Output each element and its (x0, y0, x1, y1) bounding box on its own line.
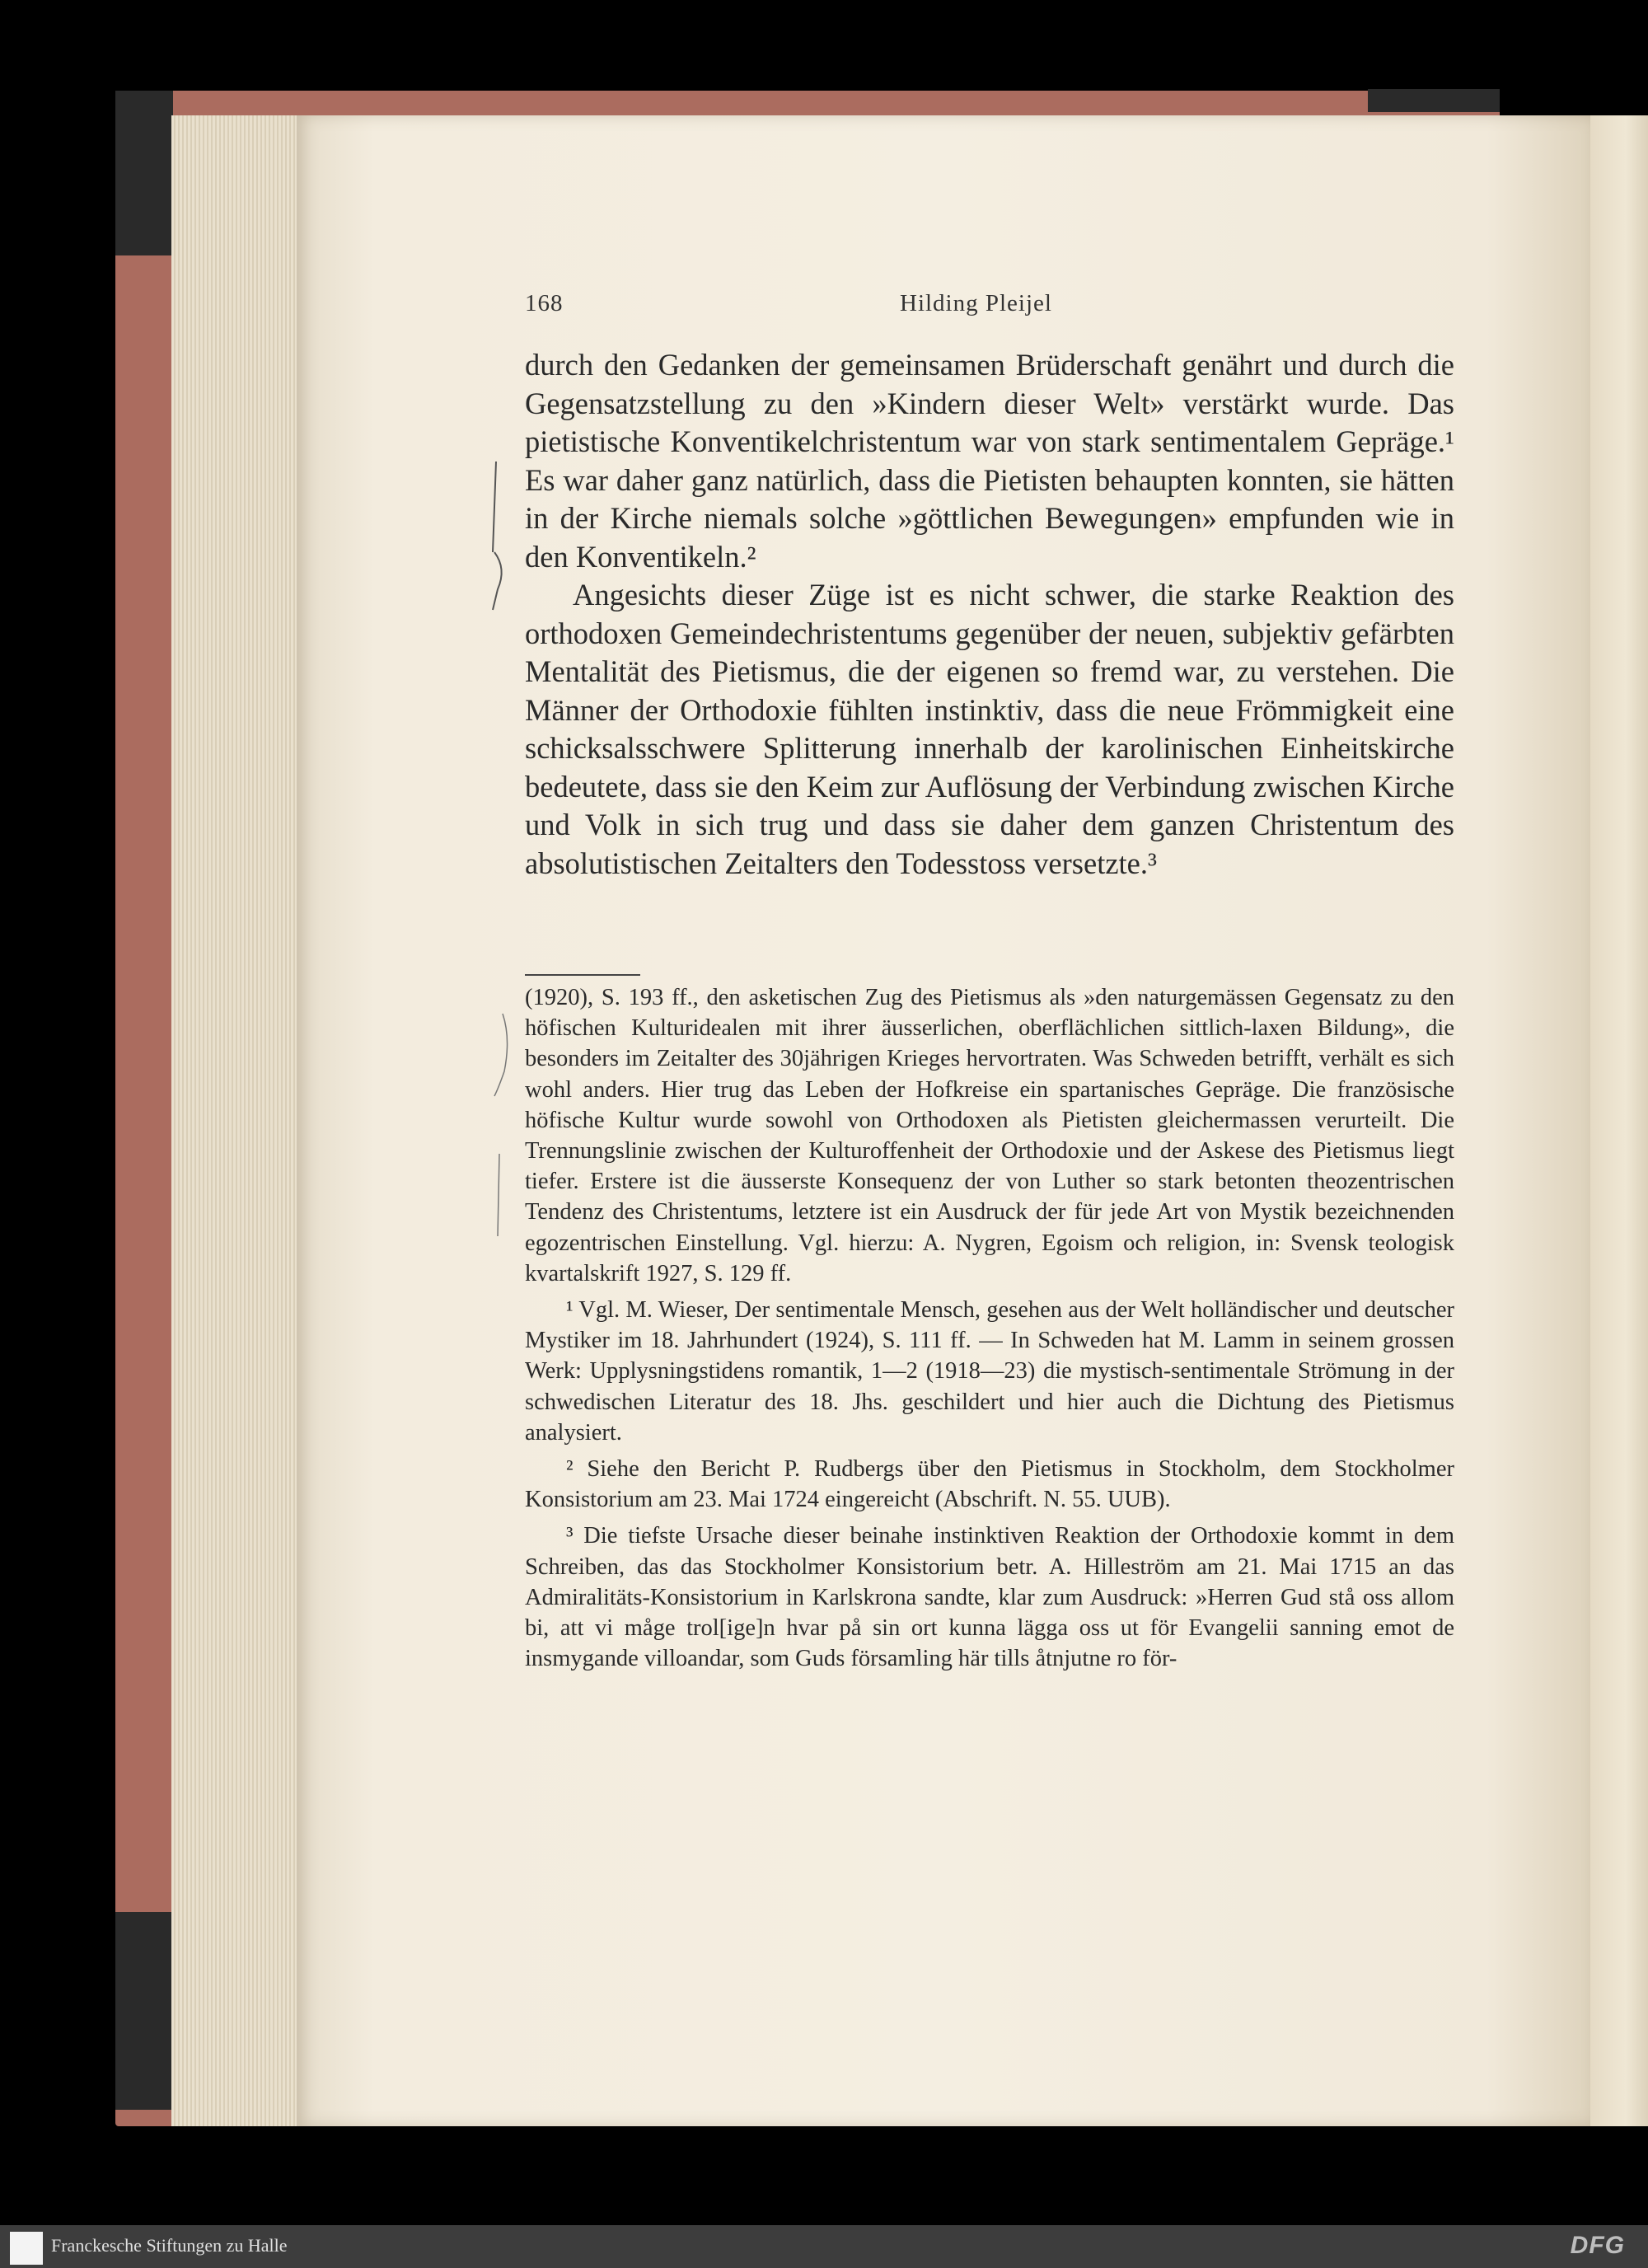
footnote-rule (525, 974, 640, 976)
paragraph: Angesichts dieser Züge ist es nicht schwer, die starke Reaktion des orthodoxen Gemeindechristentums gegenüber der neuen, subjektiv gefärbten Mentalität des Pietismus, die der eigenen so fremd war, zu verstehen. Die Männer der Orthodoxie fühlten instinktiv, dass die neue Frömmigkeit eine schicksalsschwere Splitterung innerhalb der karolinischen Einheitskirche bedeutete, dass sie den Keim zur Auflösung der Verbindung zwischen Kirche und Volk in sich trug und dass sie daher dem ganzen Christentum des absolutistischen Zeitalters den Todesstoss versetzte.³ (525, 578, 1454, 880)
pencil-marks (478, 445, 527, 1269)
footnote-3: ³ Die tiefste Ursache dieser beinahe instinktiven Reaktion der Orthodoxie kommt in dem Schreiben, das das Stockholmer Konsistorium betr. A. Hilleström am 21. Mai 1715 an das Admiralitäts-Konsistorium in Karlskrona sandte, klar zum Ausdruck: »Herren Gud stå oss allom bi, att vi måge trol[ige]n hvar på sin ort kunna lägga oss ut för Evangelii sanning emot de insmygande villoandar, som Guds församling här tills åtnjutne ro för- (525, 1523, 1454, 1672)
institution-logo-icon[interactable] (10, 2232, 43, 2265)
page-number: 168 (525, 290, 564, 316)
cover-top-strip (1368, 89, 1500, 112)
next-page-edge (1586, 115, 1648, 2126)
page-header (525, 290, 1456, 323)
footnote-1: ¹ Vgl. M. Wieser, Der sentimentale Mensch, gesehen aus der Welt holländischer und deutscher Mystiker im 18. Jahrhundert (1924), S. 111 ff. — In Schweden hat M. Lamm in seinem grossen Werk: Upplysningstidens romantik, 1—2 (1918—23) die mystisch-sentimentale Strömung in der schwedischen Literatur des 18. Jhs. geschildert und hier auch die Dichtung des Pietismus analysiert. (525, 1297, 1454, 1446)
page-edges (171, 115, 303, 2126)
cover-corner-bottom (115, 1912, 173, 2110)
main-text (525, 346, 1454, 883)
institution-name[interactable]: Franckesche Stiftungen zu Halle (51, 2235, 288, 2256)
viewer-footer (0, 2225, 1648, 2268)
footnotes (525, 982, 1454, 1680)
dfg-logo[interactable]: DFG (1570, 2232, 1625, 2259)
cover-corner-top (115, 91, 173, 255)
footnote-2: ² Siehe den Bericht P. Rudbergs über den Pietismus in Stockholm, dem Stockholmer Konsistorium am 23. Mai 1724 eingereicht (Abschrift. N. 55. UUB). (525, 1456, 1454, 1513)
paragraph: durch den Gedanken der gemeinsamen Brüderschaft genährt und durch die Gegensatzstellung zu den »Kindern dieser Welt» verstärkt wurde. Das pietistische Konventikelchristentum war von stark sentimentalem Gepräge.¹ Es war daher ganz natürlich, dass die Pietisten behaupten konnten, sie hätten in der Kirche niemals solche »göttlichen Bewegungen» empfunden wie in den Konventikeln.² (525, 348, 1454, 574)
footnote-continued: (1920), S. 193 ff., den asketischen Zug des Pietismus als »den naturgemässen Gegensatz zu den höfischen Kulturidealen mit ihrer äusserlichen, oberflächlichen sittlich-laxen Bildung», die besonders im Zeitalter des 30jährigen Krieges hervortraten. Was Schweden betrifft, verhält es sich wohl anders. Hier trug das Leben der Hofkreise ein spartanisches Gepräge. Die französische höfische Kultur wurde sowohl von Orthodoxen als Pietisten gleichermassen verurteilt. Die Trennungslinie zwischen der Kulturoffenheit der Orthodoxie und der Askese des Pietismus liegt tiefer. Erstere ist die äusserste Konsequenz der von Luther so stark betonten theozentrischen Tendenz des Christentums, letztere ist ein Ausdruck der für jede Art von Mystik bezeichnenden egozentrischen Einstellung. Vgl. hierzu: A. Nygren, Egoism och religion, in: Svensk teologisk kvartalskrift 1927, S. 129 ff. (525, 985, 1454, 1286)
running-head: Hilding Pleijel (900, 290, 1052, 316)
